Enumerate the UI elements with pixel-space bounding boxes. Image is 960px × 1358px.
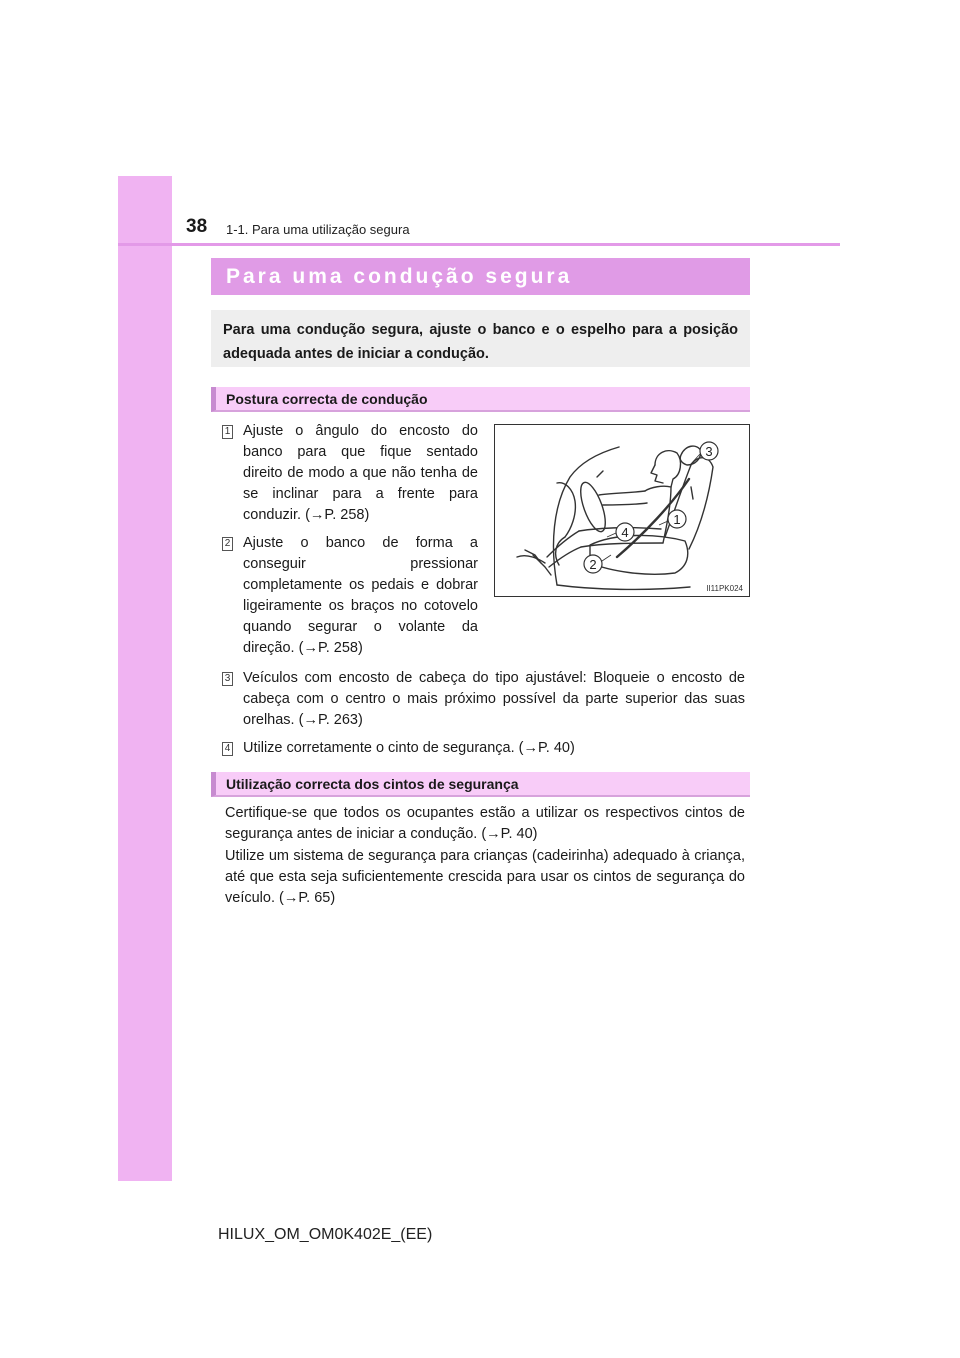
header-rule — [118, 243, 840, 246]
callout-1: 1 — [673, 512, 681, 527]
driver-seat-drawing — [495, 425, 751, 598]
callout-3: 3 — [705, 444, 713, 459]
subhead-seatbelts: Utilização correcta dos cintos de segurança — [211, 772, 750, 797]
callout-2: 2 — [589, 557, 597, 572]
callout-4: 4 — [621, 525, 629, 540]
posture-item-4: Utilize corretamente o cinto de segurança. (→P. 40) — [243, 740, 575, 756]
intro-box: Para uma condução segura, ajuste o banco e o espelho para a posição adequada antes de iniciar a condução. — [211, 310, 750, 367]
page-number: 38 — [186, 216, 208, 237]
subhead-posture: Postura correcta de condução — [211, 387, 750, 412]
posture-item-1: Ajuste o ângulo do encosto do banco para que fique sentado direito de modo a que não tenha de se inclinar para a frente para conduzir. (→P. 258) — [243, 423, 478, 523]
side-tab — [118, 176, 172, 1181]
item-number-1: 1 — [222, 425, 233, 439]
seatbelt-paragraph-1: Certifique-se que todos os ocupantes estão a utilizar os respectivos cintos de segurança antes de iniciar a condução. (→P. 40) — [225, 805, 745, 842]
seatbelt-paragraph-2: Utilize um sistema de segurança para crianças (cadeirinha) adequado à criança, até que esta seja suficientemente crescida para usar os cintos de segurança do veículo. (→P. 65) — [225, 848, 745, 906]
driving-posture-illustration — [494, 424, 750, 597]
item-number-4: 4 — [222, 742, 233, 756]
item-number-2: 2 — [222, 537, 233, 551]
posture-item-2: Ajuste o banco de forma a conseguir pressionar completamente os pedais e dobrar ligeiramente os braços no cotovelo quando segurar o volante da direção. (→P. 258) — [243, 535, 478, 656]
document-code-footer: HILUX_OM_OM0K402E_(EE) — [218, 1226, 433, 1243]
posture-item-3: Veículos com encosto de cabeça do tipo ajustável: Bloqueie o encosto de cabeça com o centro o mais próximo possível da parte superior das suas orelhas. (→P. 263) — [243, 670, 745, 728]
section-title: Para uma condução segura — [211, 258, 750, 295]
item-number-3: 3 — [222, 672, 233, 686]
running-head: 1-1. Para uma utilização segura — [226, 222, 410, 237]
illustration-code: II11PK024 — [706, 584, 743, 593]
